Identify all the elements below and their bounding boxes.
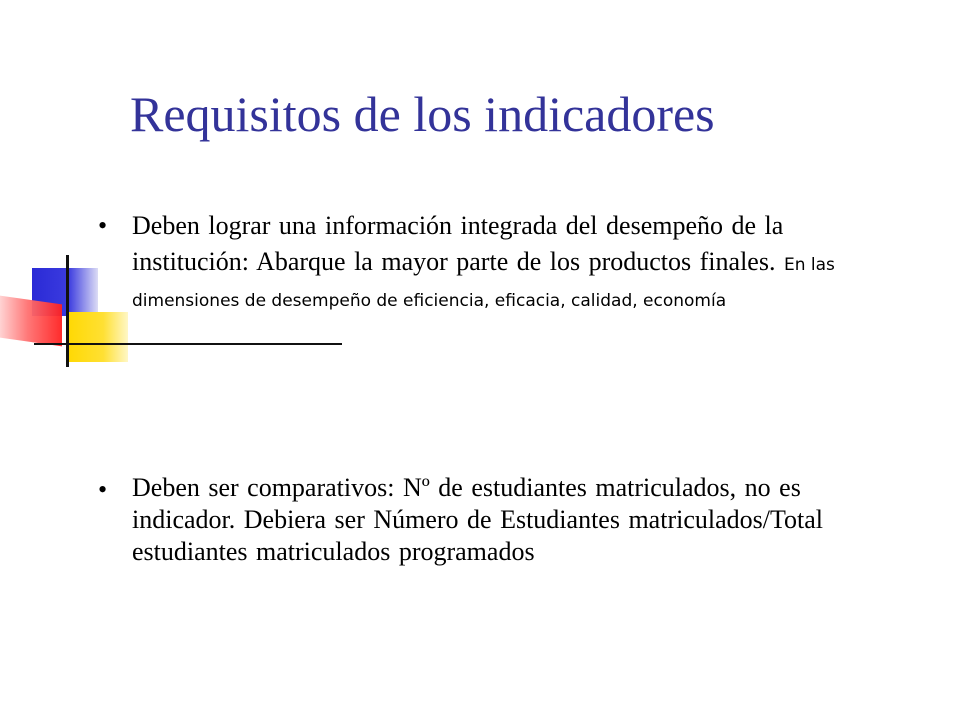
bullet-marker: •	[98, 475, 108, 504]
slide-title: Requisitos de los indicadores	[130, 86, 715, 142]
decorative-red-shape	[0, 296, 62, 347]
bullet-marker: •	[98, 211, 108, 240]
bullet-text	[132, 208, 898, 316]
decorative-horizontal-line	[34, 343, 342, 345]
bullet-text: Deben ser comparativos: Nº de estudiantes matriculados, no es indicador. Debiera ser Número de Estudiantes matriculados/Total estudiantes matriculados programados	[132, 473, 824, 566]
bullet-item	[98, 472, 898, 568]
decorative-yellow-square	[66, 312, 128, 362]
bullet-item	[98, 208, 898, 316]
decorative-vertical-line	[66, 255, 69, 367]
bullet-note-text: En las dimensiones de desempeño de eficiencia, eficacia, calidad, economía	[132, 255, 835, 311]
bullet-main-text: Deben lograr una información integrada del desempeño de la institución: Abarque la mayor parte de los productos finales.	[132, 211, 784, 276]
